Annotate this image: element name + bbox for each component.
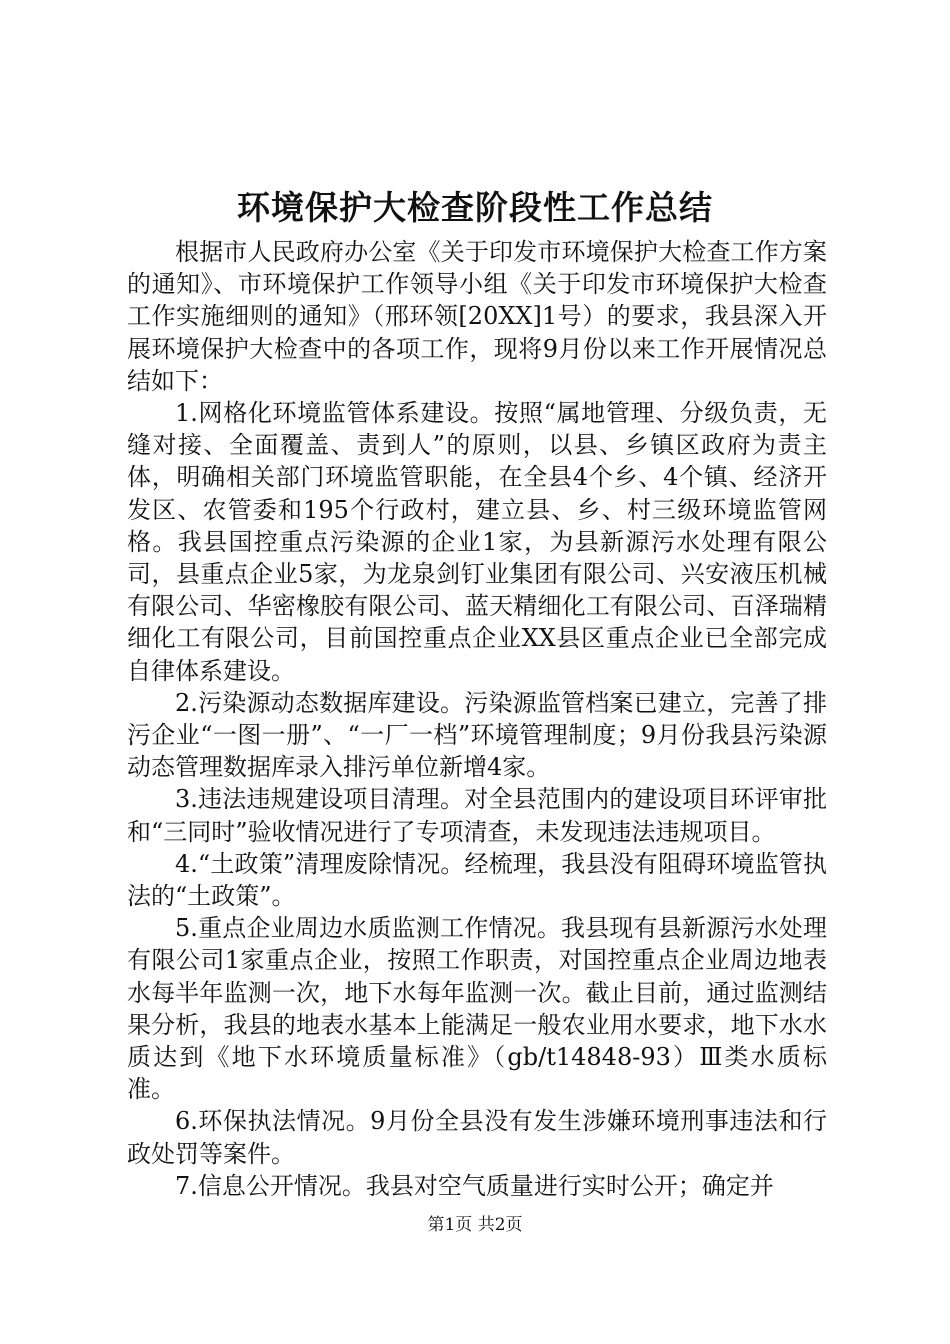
- document-title: 环境保护大检查阶段性工作总结: [237, 188, 713, 227]
- page-number-footer: 第1页 共2页: [427, 1215, 523, 1235]
- document-body: [127, 236, 827, 1202]
- item-3-paragraph: 3.违法违规建设项目清理。对全县范围内的建设项目环评审批和“三同时”验收情况进行了专项清查，未发现违法违规项目。: [127, 785, 827, 846]
- item-5-paragraph: 5.重点企业周边水质监测工作情况。我县现有县新源污水处理有限公司1家重点企业，按照工作职责，对国控重点企业周边地表水每半年监测一次，地下水每年监测一次。截止目前，通过监测结果分析，我县的地表水基本上能满足一般农业用水要求，地下水水质达到《地下水环境质量标准》（gb/t14848-93）Ⅲ类水质标准。: [127, 914, 827, 1104]
- item-4-paragraph: 4.“土政策”清理废除情况。经梳理，我县没有阻碍环境监管执法的“土政策”。: [127, 849, 827, 911]
- item-7-paragraph: 7.信息公开情况。我县对空气质量进行实时公开；确定并: [175, 1171, 774, 1200]
- intro-paragraph: 根据市人民政府办公室《关于印发市环境保护大检查工作方案的通知》、市环境保护工作领导小组《关于印发市环境保护大检查工作实施细则的通知》（邢环领[20XX]1号）的要求，我县深入开展环境保护大检查中的各项工作，现将9月份以来工作开展情况总结如下：: [127, 238, 827, 395]
- item-6-paragraph: 6.环保执法情况。9月份全县没有发生涉嫌环境刑事违法和行政处罚等案件。: [127, 1107, 827, 1168]
- item-1-paragraph: 1.网格化环境监管体系建设。按照“属地管理、分级负责，无缝对接、全面覆盖、责到人”的原则，以县、乡镇区政府为责主体，明确相关部门环境监管职能，在全县4个乡、4个镇、经济开发区、农管委和195个行政村，建立县、乡、村三级环境监管网格。我县国控重点污染源的企业1家，为县新源污水处理有限公司，县重点企业5家，为龙泉剑钉业集团有限公司、兴安液压机械有限公司、华密橡胶有限公司、蓝天精细化工有限公司、百泽瑞精细化工有限公司，目前国控重点企业XX县区重点企业已全部完成自律体系建设。: [127, 399, 827, 685]
- item-2-paragraph: 2.污染源动态数据库建设。污染源监管档案已建立，完善了排污企业“一图一册”、“一厂一档”环境管理制度；9月份我县污染源动态管理数据库录入排污单位新增4家。: [127, 688, 827, 782]
